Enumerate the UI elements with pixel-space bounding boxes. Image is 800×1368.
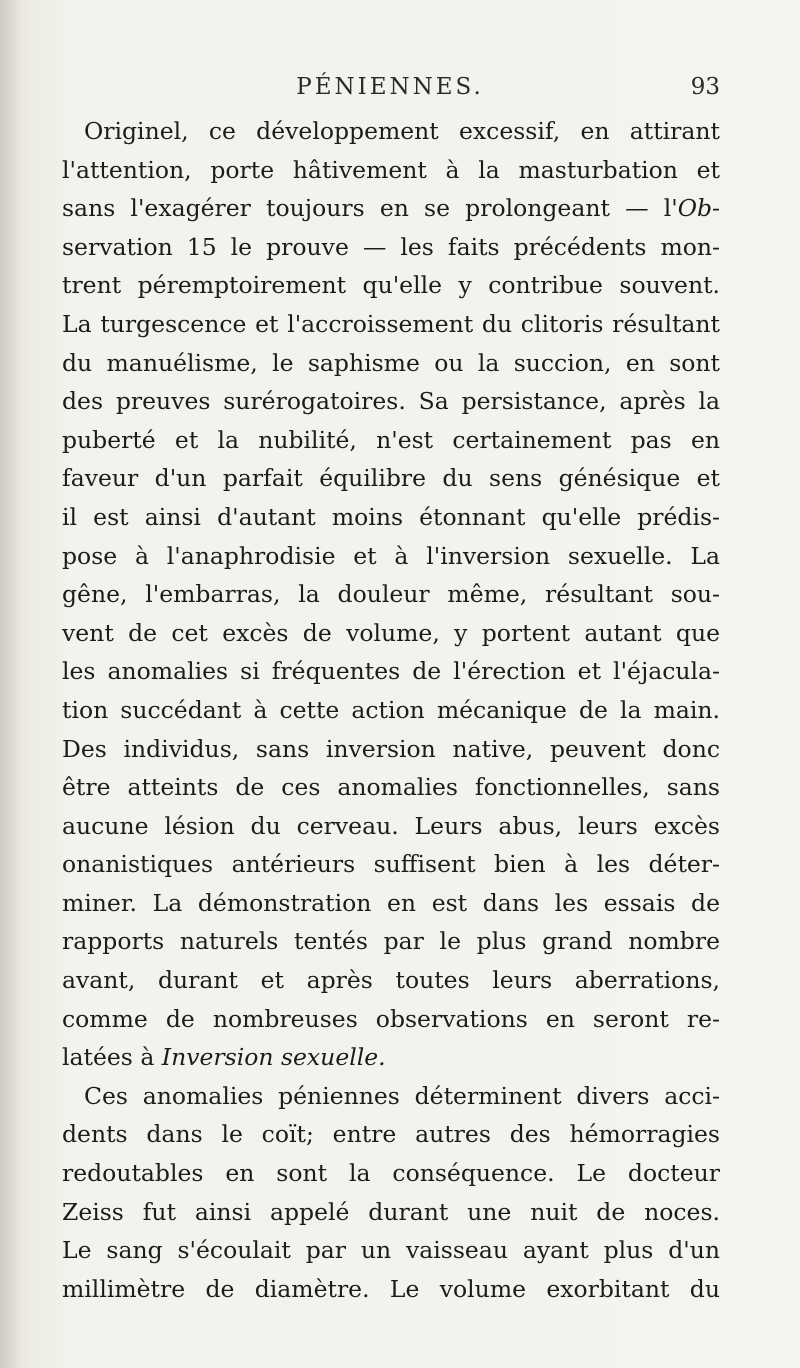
text-line: Ces anomalies péniennes déterminent divers acci-: [84, 1081, 720, 1110]
text-line: trent péremptoirement qu'elle y contribue souvent.: [62, 271, 720, 300]
text-line: millimètre de diamètre. Le volume exorbitant du: [62, 1274, 720, 1303]
text-fragment: latées à: [62, 1043, 162, 1072]
text-line: du manuélisme, le saphisme ou la succion, en sont: [62, 348, 720, 377]
text-line: des preuves surérogatoires. Sa persistance, après la: [62, 387, 720, 416]
text-line: miner. La démonstration en est dans les essais de: [62, 888, 720, 917]
text-line: être atteints de ces anomalies fonctionnelles, sans: [62, 773, 720, 802]
text-line: Originel, ce développement excessif, en attirant: [84, 117, 720, 145]
text-line: faveur d'un parfait équilibre du sens génésique et: [62, 464, 720, 493]
text-line: rapports naturels tentés par le plus grand nombre: [62, 927, 720, 956]
page-header: [60, 74, 720, 104]
text-line: La turgescence et l'accroissement du clitoris résultant: [62, 309, 720, 338]
text-line: [62, 1038, 720, 1077]
text-line: vent de cet excès de volume, y portent autant que: [62, 618, 720, 647]
page-number: 93: [690, 74, 720, 100]
text-fragment: sans l'exagérer toujours en se prolongeant — l': [62, 194, 678, 223]
text-line: comme de nombreuses observations en seront re-: [62, 1004, 720, 1033]
text-line: servation 15 le prouve — les faits précédents mon-: [62, 232, 720, 261]
text-line: pose à l'anaphrodisie et à l'inversion sexuelle. La: [62, 541, 720, 570]
text-line: gêne, l'embarras, la douleur même, résultant sou-: [62, 580, 720, 609]
text-line: aucune lésion du cerveau. Leurs abus, leurs excès: [62, 811, 720, 840]
page-gutter-shadow: [0, 0, 22, 1368]
italic-fragment: Inversion sexuelle.: [161, 1043, 386, 1072]
italic-fragment: Ob-: [677, 194, 720, 223]
text-line: l'attention, porte hâtivement à la masturbation et: [62, 155, 720, 184]
running-head: PÉNIENNES.: [296, 74, 484, 100]
text-line: puberté et la nubilité, n'est certainement pas en: [62, 425, 720, 454]
text-line: dents dans le coït; entre autres des hémorragies: [62, 1120, 720, 1149]
text-line: Des individus, sans inversion native, peuvent donc: [62, 734, 720, 763]
body-text: [62, 112, 720, 1308]
text-line: avant, durant et après toutes leurs aberrations,: [62, 966, 720, 995]
text-line: redoutables en sont la conséquence. Le docteur: [62, 1159, 720, 1188]
text-line: Zeiss fut ainsi appelé durant une nuit de noces.: [62, 1197, 720, 1226]
text-line: [62, 189, 720, 228]
text-line: les anomalies si fréquentes de l'érection et l'éjacula-: [62, 657, 720, 686]
text-line: onanistiques antérieurs suffisent bien à les déter-: [62, 850, 720, 879]
text-line: il est ainsi d'autant moins étonnant qu'elle prédis-: [62, 502, 720, 531]
text-line: tion succédant à cette action mécanique de la main.: [62, 695, 720, 724]
text-line: Le sang s'écoulait par un vaisseau ayant plus d'un: [62, 1236, 720, 1265]
